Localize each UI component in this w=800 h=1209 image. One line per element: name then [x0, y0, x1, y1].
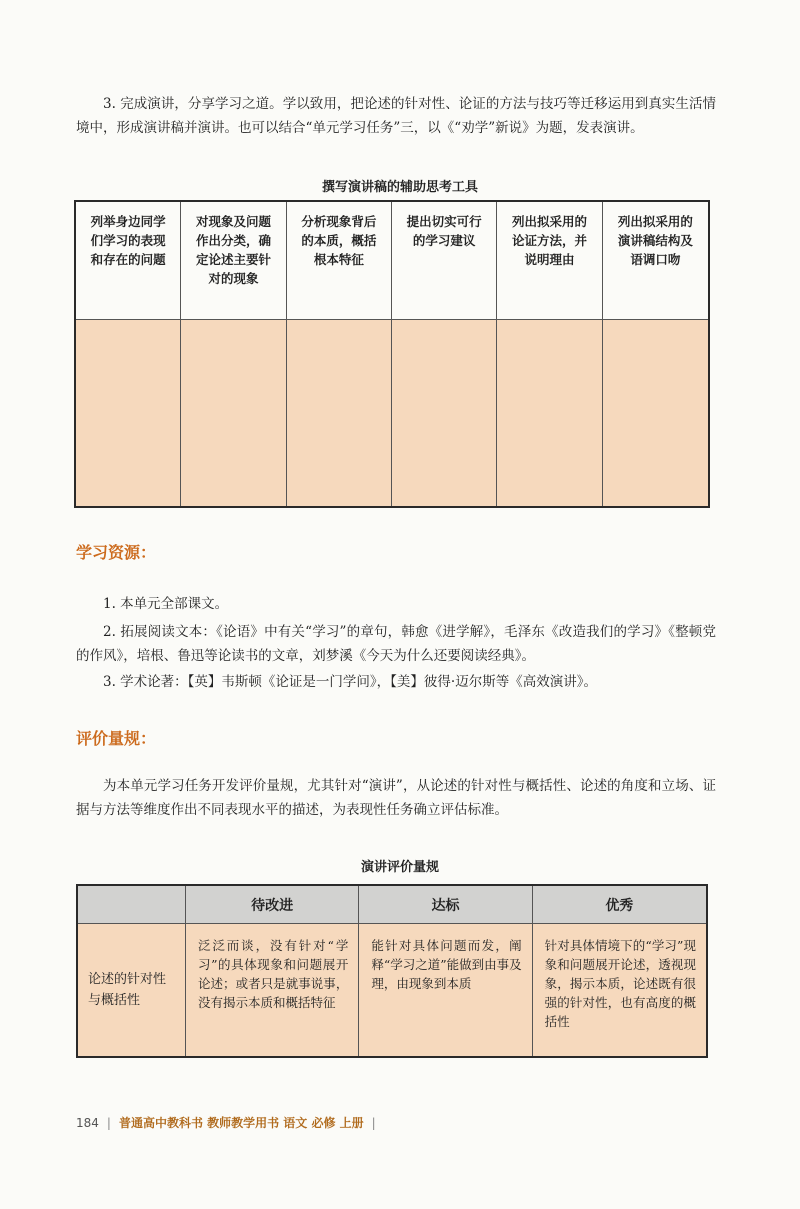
footer-separator-right: | [371, 1115, 376, 1130]
tool-blank-cell-5 [497, 320, 602, 506]
tool-header-3: 分析现象背后的本质，概括根本特征 [287, 202, 392, 320]
rubric-caption: 演讲评价量规 [360, 860, 439, 875]
resource-item-2: 2. 拓展阅读文本：《论语》中有关“学习”的章句，韩愈《进学解》，毛泽东《改造我们的学习》《整顿党的作风》，培根、鲁迅等论读书的文章，刘梦溪《今天为什么还要阅读经典》。 [76, 624, 716, 664]
tool-blank-cell-2 [181, 320, 286, 506]
resource-item-1: 1. 本单元全部课文。 [103, 596, 229, 612]
rubric-description-2: 能针对具体问题而发，阐释“学习之道”能做到由事及理，由现象到本质 [359, 924, 532, 1056]
evaluation-heading: 评价量规： [76, 729, 157, 748]
tool-header-5: 列出拟采用的论证方法，并说明理由 [497, 202, 602, 320]
tool-blank-cell-3 [287, 320, 392, 506]
resource-item-3: 3. 学术论著：【英】韦斯顿《论证是一门学问》，【美】彼得·迈尔斯等《高效演讲》。 [103, 674, 597, 690]
rubric-table [76, 884, 708, 1058]
rubric-description-3: 针对具体情境下的“学习”现象和问题展开论述，透视现象，揭示本质，论述既有很强的针对性，也有高度的概括性 [533, 924, 706, 1056]
footer-separator-left: | [106, 1115, 111, 1130]
tool-table-caption: 撰写演讲稿的辅助思考工具 [321, 180, 478, 195]
evaluation-paragraph: 为本单元学习任务开发评价量规，尤其针对“演讲”，从论述的针对性与概括性、论述的角度和立场、证据与方法等维度作出不同表现水平的描述，为表现性任务确立评估标准。 [76, 778, 716, 818]
tool-blank-cell-4 [392, 320, 497, 506]
task3-paragraph: 3. 完成演讲，分享学习之道。学以致用，把论述的针对性、论证的方法与技巧等迁移运用到真实生活情境中，形成演讲稿并演讲。也可以结合“单元学习任务”三，以《“劝学”新说》为题，发表演讲。 [76, 96, 716, 136]
tool-header-1: 列举身边同学们学习的表现和存在的问题 [76, 202, 181, 320]
rubric-level-2: 达标 [359, 886, 532, 924]
resources-heading: 学习资源： [76, 543, 157, 562]
rubric-level-3: 优秀 [533, 886, 706, 924]
rubric-criterion [78, 924, 186, 1056]
rubric-description-1: 泛泛而谈，没有针对“学习”的具体现象和问题展开论述；或者只是就事说事，没有揭示本质和概括特征 [186, 924, 359, 1056]
tool-header-2: 对现象及问题作出分类，确定论述主要针对的现象 [181, 202, 286, 320]
rubric-level-1: 待改进 [186, 886, 359, 924]
tool-blank-cell-6 [603, 320, 708, 506]
tool-header-4: 提出切实可行的学习建议 [392, 202, 497, 320]
book-title: 普通高中教科书 教师教学用书 语文 必修 上册 [118, 1116, 364, 1130]
rubric-criterion-label: 论述的针对性与概括性 [88, 972, 167, 1008]
page-number: 184 [76, 1115, 99, 1130]
rubric-corner-cell [78, 886, 186, 924]
tool-header-6: 列出拟采用的演讲稿结构及语调口吻 [603, 202, 708, 320]
tool-blank-cell-1 [76, 320, 181, 506]
tool-table [74, 200, 710, 508]
page-footer [76, 1114, 376, 1131]
